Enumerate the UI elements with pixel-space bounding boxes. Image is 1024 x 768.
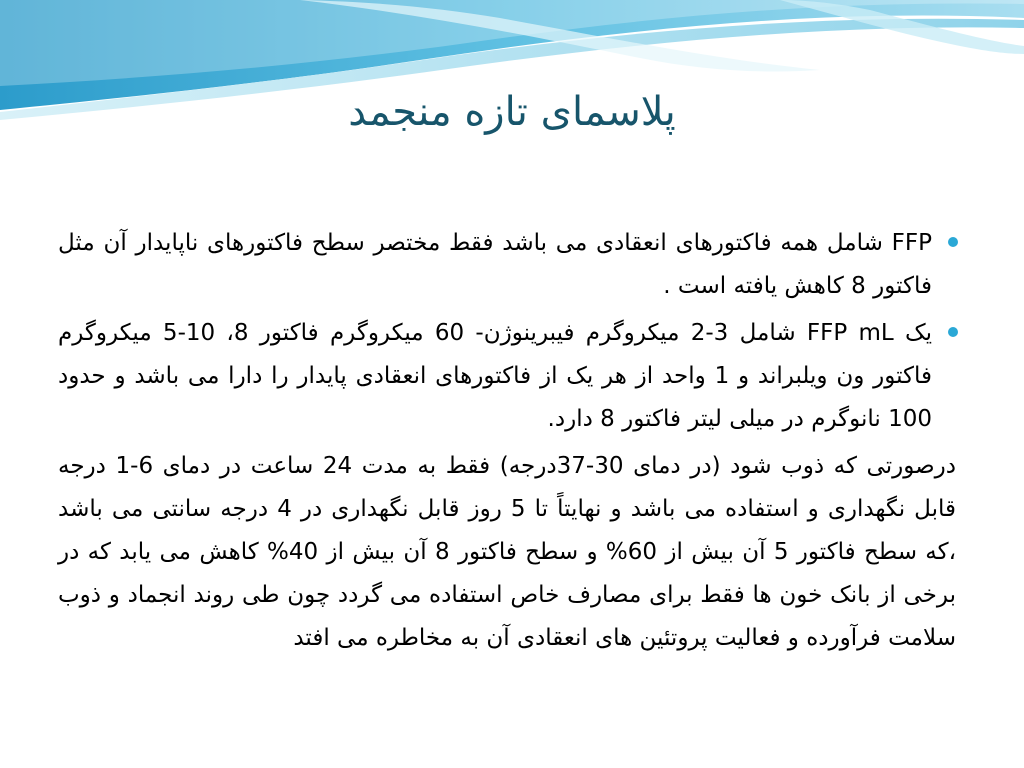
body-paragraph: درصورتی که ذوب شود (در دمای 30-37درجه) فقط به مدت 24 ساعت در دمای 6-1 درجه قابل نگهداری و استفاده می باشد و نهایتاً تا 5 روز قابل نگهداری در 4 درجه سانتی می باشد ،که سطح فاکتور 5 آن بیش از 60% و سطح فاکتور 8 آن بیش از 40% کاهش می یابد که در برخی از بانک خون ها فقط برای مصارف خاص استفاده می گردد چون طی روند انجماد و ذوب سلامت فرآورده و فعالیت پروتئین های انعقادی آن به مخاطره می افتد (58, 453, 957, 651)
bullet-text-2: یک FFP mL شامل 3-2 میکروگرم فیبرینوژن- 60 میکروگرم فاکتور 8، 10-5 میکروگرم فاکتور ون ویلبراند و 1 واحد از هر یک از فاکتورهای انعقادی پایدار را دارا می باشد و حدود 100 نانوگرم در میلی لیتر فاکتور 8 دارد. (58, 320, 932, 432)
slide-body (58, 222, 960, 660)
bullet-item-1 (58, 222, 960, 308)
bullet-text-1: FFP شامل همه فاکتورهای انعقادی می باشد فقط مختصر سطح فاکتورهای ناپایدار آن مثل فاکتور 8 کاهش یافته است . (58, 230, 932, 299)
bullet-dot-icon (948, 237, 958, 247)
bullet-dot-icon (948, 327, 958, 337)
bullet-item-2 (58, 312, 960, 441)
slide-title: پلاسمای تازه منجمد (348, 89, 676, 135)
